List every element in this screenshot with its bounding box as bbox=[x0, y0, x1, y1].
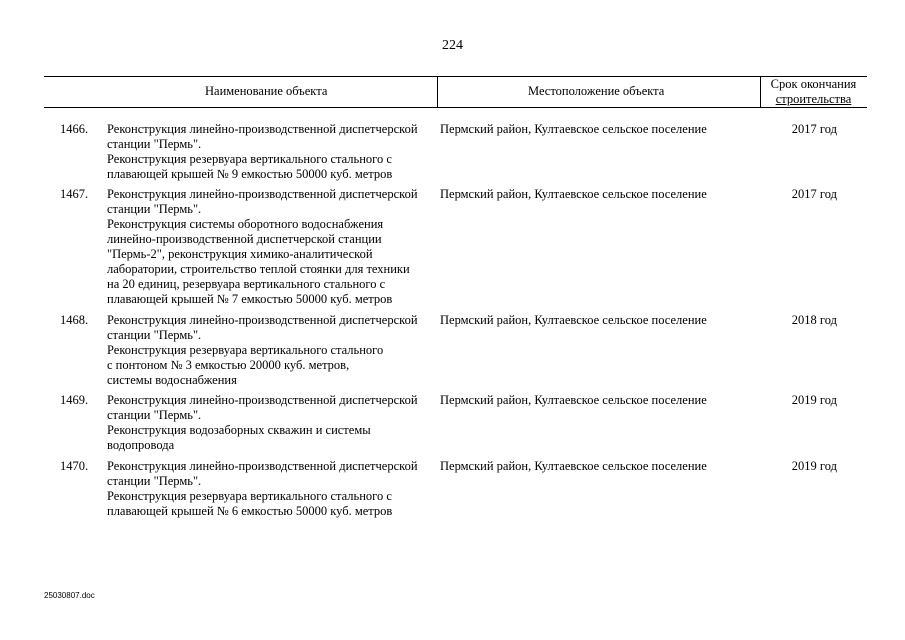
row-object-name-line: плавающей крышей № 9 емкостью 50000 куб. метров bbox=[107, 167, 393, 181]
row-object-name-line: Реконструкция линейно-производственной диспетчерской bbox=[107, 313, 418, 327]
row-object-name-line: станции "Пермь". bbox=[107, 328, 202, 342]
row-object-name-line: Реконструкция резервуара вертикального стального с bbox=[107, 152, 392, 166]
row-location: Пермский район, Култаевское сельское поселение bbox=[440, 122, 707, 136]
row-object-name-line: "Пермь-2", реконструкция химико-аналитической bbox=[107, 247, 373, 261]
row-location: Пермский район, Култаевское сельское поселение bbox=[440, 187, 707, 201]
row-object-name-line: лаборатории, строительство теплой стоянки для техники bbox=[107, 262, 410, 276]
header-divider-name-location bbox=[437, 76, 438, 107]
row-object-name-line: плавающей крышей № 7 емкостью 50000 куб. метров bbox=[107, 292, 393, 306]
row-object-name-line: станции "Пермь". bbox=[107, 202, 202, 216]
table-top-rule bbox=[44, 76, 867, 77]
row-object-name-line: Реконструкция линейно-производственной диспетчерской bbox=[107, 122, 418, 136]
row-object-name-line: станции "Пермь". bbox=[107, 137, 202, 151]
header-term bbox=[760, 77, 867, 107]
row-location: Пермский район, Култаевское сельское поселение bbox=[440, 313, 707, 327]
row-object-name-line: станции "Пермь". bbox=[107, 408, 202, 422]
row-completion-term: 2017 год bbox=[791, 187, 837, 201]
header-location: Местоположение объекта bbox=[528, 84, 665, 98]
page-number: 224 bbox=[442, 38, 463, 53]
row-object-name-line: с понтоном № 3 емкостью 20000 куб. метров, bbox=[107, 358, 350, 372]
row-object-name-line: Реконструкция системы оборотного водоснабжения bbox=[107, 217, 384, 231]
row-number: 1469. bbox=[60, 393, 89, 407]
row-number: 1467. bbox=[60, 187, 89, 201]
row-object-name-line: Реконструкция линейно-производственной диспетчерской bbox=[107, 187, 418, 201]
row-object-name-line: плавающей крышей № 6 емкостью 50000 куб. метров bbox=[107, 504, 393, 518]
row-number: 1466. bbox=[60, 122, 89, 136]
row-object-name-line: Реконструкция водозаборных скважин и системы bbox=[107, 423, 371, 437]
row-completion-term: 2018 год bbox=[791, 313, 837, 327]
footer-filename: 25030807.doc bbox=[44, 591, 95, 600]
header-term-line2: строительства bbox=[775, 92, 852, 106]
row-object-name-line: на 20 единиц, резервуара вертикального стального с bbox=[107, 277, 386, 291]
row-object-name bbox=[107, 122, 437, 182]
row-object-name-line: станции "Пермь". bbox=[107, 474, 202, 488]
row-object-name bbox=[107, 313, 437, 388]
row-completion-term: 2017 год bbox=[791, 122, 837, 136]
row-object-name-line: системы водоснабжения bbox=[107, 373, 237, 387]
row-number: 1470. bbox=[60, 459, 89, 473]
row-number: 1468. bbox=[60, 313, 89, 327]
row-object-name-line: Реконструкция линейно-производственной диспетчерской bbox=[107, 393, 418, 407]
row-completion-term: 2019 год bbox=[791, 393, 837, 407]
row-completion-term: 2019 год bbox=[791, 459, 837, 473]
row-object-name bbox=[107, 187, 437, 307]
row-location: Пермский район, Култаевское сельское поселение bbox=[440, 393, 707, 407]
row-object-name bbox=[107, 459, 437, 519]
row-object-name-line: Реконструкция линейно-производственной диспетчерской bbox=[107, 459, 418, 473]
row-object-name-line: линейно-производственной диспетчерской станции bbox=[107, 232, 382, 246]
table-header-bottom-rule bbox=[44, 107, 867, 108]
row-object-name-line: Реконструкция резервуара вертикального стального bbox=[107, 343, 384, 357]
row-object-name-line: Реконструкция резервуара вертикального стального с bbox=[107, 489, 392, 503]
row-object-name bbox=[107, 393, 437, 453]
header-name: Наименование объекта bbox=[205, 84, 328, 98]
header-term-line1: Срок окончания bbox=[770, 77, 857, 91]
row-location: Пермский район, Култаевское сельское поселение bbox=[440, 459, 707, 473]
row-object-name-line: водопровода bbox=[107, 438, 175, 452]
